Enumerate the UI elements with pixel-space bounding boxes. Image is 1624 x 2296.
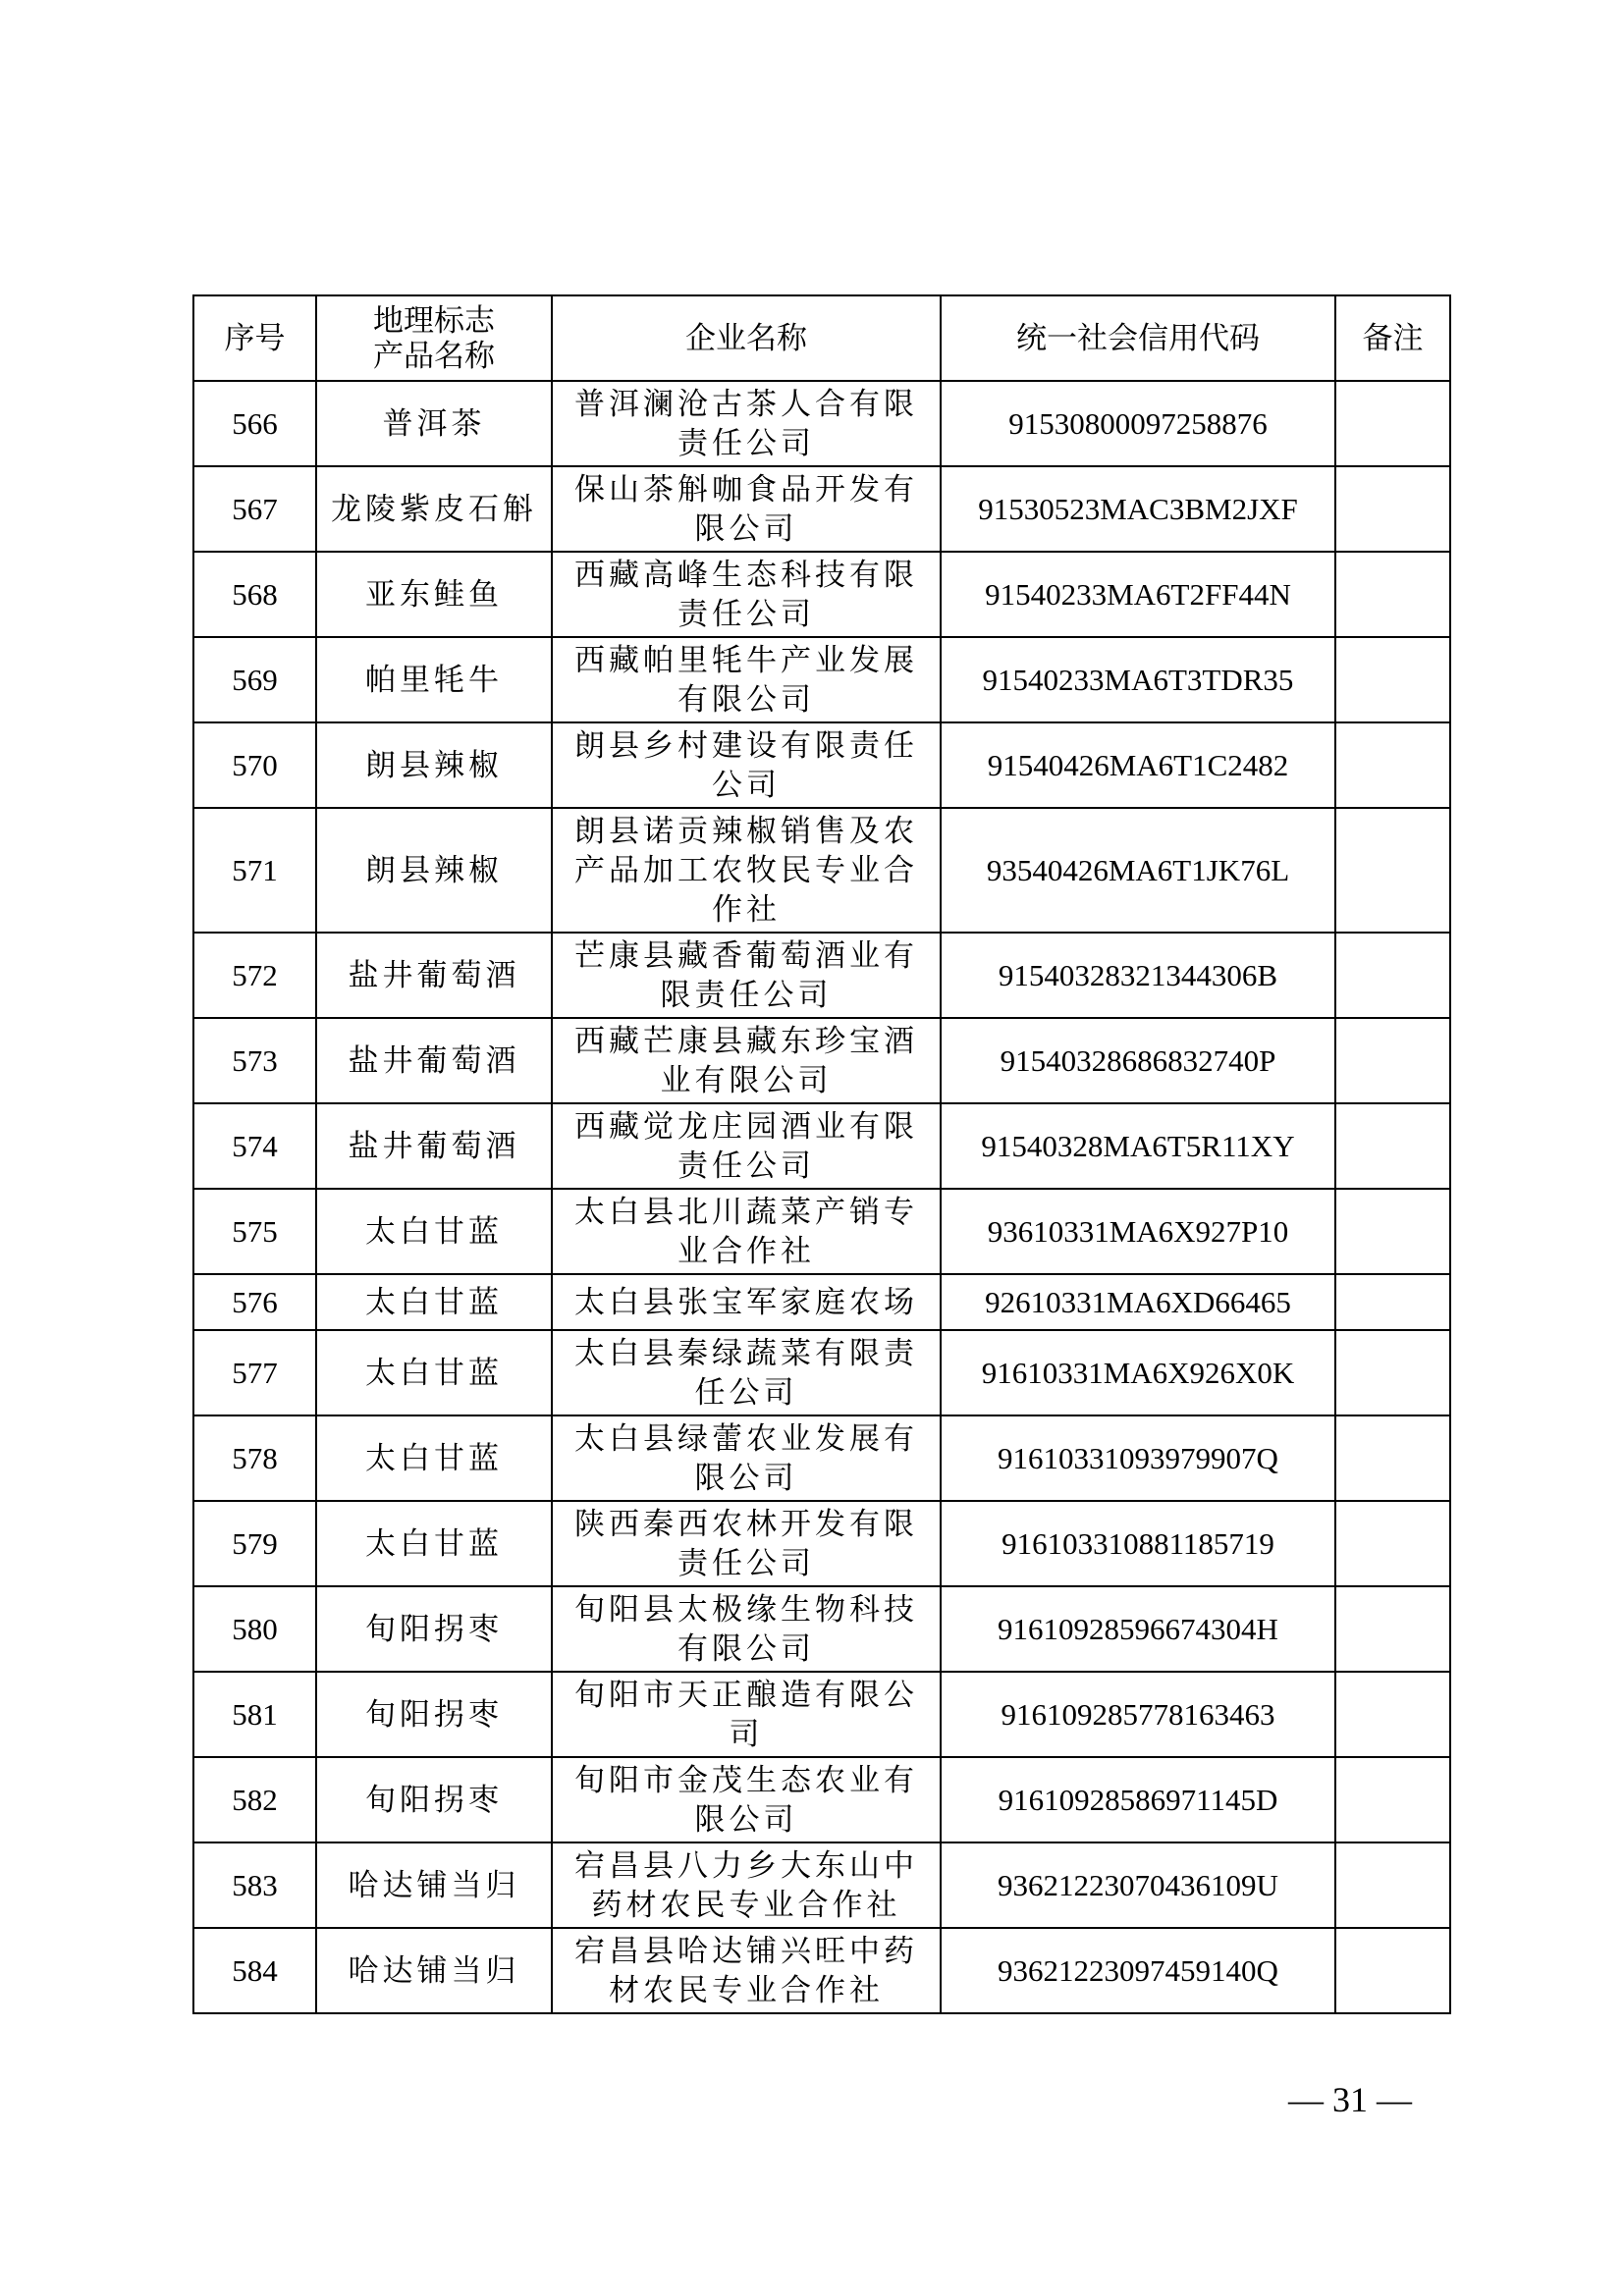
- cell-product: 盐井葡萄酒: [316, 933, 552, 1018]
- enterprise-registry-table: [192, 294, 1451, 2014]
- cell-credit-code: 91540328321344306B: [941, 933, 1335, 1018]
- cell-product: 盐井葡萄酒: [316, 1018, 552, 1103]
- cell-remark: [1335, 552, 1450, 637]
- cell-product: 亚东鲑鱼: [316, 552, 552, 637]
- cell-product: 太白甘蓝: [316, 1330, 552, 1415]
- cell-company: 旬阳市天正酿造有限公司: [552, 1672, 941, 1757]
- table-row: [193, 1586, 1450, 1672]
- cell-remark: [1335, 637, 1450, 722]
- cell-product: 太白甘蓝: [316, 1415, 552, 1501]
- table-row: [193, 1501, 1450, 1586]
- table-row: [193, 933, 1450, 1018]
- header-seq: 序号: [193, 295, 316, 381]
- cell-remark: [1335, 1103, 1450, 1189]
- cell-credit-code: 93621223070436109U: [941, 1842, 1335, 1928]
- cell-seq: 582: [193, 1757, 316, 1842]
- cell-remark: [1335, 722, 1450, 808]
- table-row: [193, 1103, 1450, 1189]
- cell-company: 太白县张宝军家庭农场: [552, 1274, 941, 1330]
- cell-remark: [1335, 381, 1450, 466]
- cell-company: 旬阳市金茂生态农业有限公司: [552, 1757, 941, 1842]
- cell-remark: [1335, 1018, 1450, 1103]
- table-row: [193, 1189, 1450, 1274]
- cell-seq: 579: [193, 1501, 316, 1586]
- cell-remark: [1335, 1928, 1450, 2013]
- cell-product: 帕里牦牛: [316, 637, 552, 722]
- cell-product: 普洱茶: [316, 381, 552, 466]
- cell-company: 宕昌县哈达铺兴旺中药材农民专业合作社: [552, 1928, 941, 2013]
- cell-seq: 577: [193, 1330, 316, 1415]
- cell-seq: 580: [193, 1586, 316, 1672]
- cell-remark: [1335, 1757, 1450, 1842]
- cell-seq: 568: [193, 552, 316, 637]
- header-company-name: 企业名称: [552, 295, 941, 381]
- table-row: [193, 1928, 1450, 2013]
- cell-credit-code: 91610928596674304H: [941, 1586, 1335, 1672]
- cell-seq: 578: [193, 1415, 316, 1501]
- table-row: [193, 1330, 1450, 1415]
- cell-remark: [1335, 1586, 1450, 1672]
- table-row: [193, 466, 1450, 552]
- cell-remark: [1335, 466, 1450, 552]
- cell-company: 朗县诺贡辣椒销售及农产品加工农牧民专业合作社: [552, 808, 941, 933]
- cell-seq: 570: [193, 722, 316, 808]
- cell-remark: [1335, 808, 1450, 933]
- cell-seq: 567: [193, 466, 316, 552]
- cell-seq: 573: [193, 1018, 316, 1103]
- cell-product: 盐井葡萄酒: [316, 1103, 552, 1189]
- cell-company: 朗县乡村建设有限责任公司: [552, 722, 941, 808]
- cell-remark: [1335, 1189, 1450, 1274]
- header-product-name: [316, 295, 552, 381]
- cell-company: 陕西秦西农林开发有限责任公司: [552, 1501, 941, 1586]
- cell-credit-code: 93540426MA6T1JK76L: [941, 808, 1335, 933]
- cell-credit-code: 93610331MA6X927P10: [941, 1189, 1335, 1274]
- cell-company: 西藏芒康县藏东珍宝酒业有限公司: [552, 1018, 941, 1103]
- cell-company: 芒康县藏香葡萄酒业有限责任公司: [552, 933, 941, 1018]
- cell-product: 哈达铺当归: [316, 1842, 552, 1928]
- table-row: [193, 1672, 1450, 1757]
- cell-credit-code: 91540233MA6T3TDR35: [941, 637, 1335, 722]
- cell-seq: 581: [193, 1672, 316, 1757]
- cell-seq: 569: [193, 637, 316, 722]
- cell-company: 旬阳县太极缘生物科技有限公司: [552, 1586, 941, 1672]
- table-row: [193, 1842, 1450, 1928]
- cell-product: 龙陵紫皮石斛: [316, 466, 552, 552]
- cell-remark: [1335, 1501, 1450, 1586]
- table-row: [193, 637, 1450, 722]
- cell-credit-code: 91610331093979907Q: [941, 1415, 1335, 1501]
- cell-company: 普洱澜沧古茶人合有限责任公司: [552, 381, 941, 466]
- cell-remark: [1335, 933, 1450, 1018]
- table-row: [193, 1274, 1450, 1330]
- cell-remark: [1335, 1672, 1450, 1757]
- cell-seq: 576: [193, 1274, 316, 1330]
- cell-remark: [1335, 1330, 1450, 1415]
- cell-seq: 583: [193, 1842, 316, 1928]
- cell-credit-code: 91540233MA6T2FF44N: [941, 552, 1335, 637]
- cell-remark: [1335, 1415, 1450, 1501]
- cell-company: 西藏高峰生态科技有限责任公司: [552, 552, 941, 637]
- cell-product: 太白甘蓝: [316, 1274, 552, 1330]
- cell-product: 朗县辣椒: [316, 808, 552, 933]
- cell-seq: 566: [193, 381, 316, 466]
- cell-product: 朗县辣椒: [316, 722, 552, 808]
- table-row: [193, 722, 1450, 808]
- cell-remark: [1335, 1842, 1450, 1928]
- cell-company: 太白县北川蔬菜产销专业合作社: [552, 1189, 941, 1274]
- cell-credit-code: 91530523MAC3BM2JXF: [941, 466, 1335, 552]
- cell-product: 太白甘蓝: [316, 1501, 552, 1586]
- cell-product: 旬阳拐枣: [316, 1672, 552, 1757]
- table-row: [193, 1415, 1450, 1501]
- header-product-line1: 地理标志: [373, 302, 495, 339]
- cell-product: 哈达铺当归: [316, 1928, 552, 2013]
- cell-product: 旬阳拐枣: [316, 1757, 552, 1842]
- cell-company: 太白县绿蕾农业发展有限公司: [552, 1415, 941, 1501]
- table-row: [193, 1757, 1450, 1842]
- cell-seq: 574: [193, 1103, 316, 1189]
- header-remark: 备注: [1335, 295, 1450, 381]
- table-row: [193, 808, 1450, 933]
- table-row: [193, 381, 1450, 466]
- page-number: — 31 —: [1288, 2080, 1412, 2119]
- cell-remark: [1335, 1274, 1450, 1330]
- header-product-line2: 产品名称: [373, 338, 495, 374]
- cell-credit-code: 91540328686832740P: [941, 1018, 1335, 1103]
- cell-credit-code: 916103310881185719: [941, 1501, 1335, 1586]
- table-header-row: [193, 295, 1450, 381]
- cell-credit-code: 93621223097459140Q: [941, 1928, 1335, 2013]
- cell-company: 西藏帕里牦牛产业发展有限公司: [552, 637, 941, 722]
- table-row: [193, 552, 1450, 637]
- cell-credit-code: 91540426MA6T1C2482: [941, 722, 1335, 808]
- cell-seq: 571: [193, 808, 316, 933]
- cell-credit-code: 91530800097258876: [941, 381, 1335, 466]
- cell-credit-code: 92610331MA6XD66465: [941, 1274, 1335, 1330]
- cell-seq: 572: [193, 933, 316, 1018]
- cell-seq: 584: [193, 1928, 316, 2013]
- cell-credit-code: 91610331MA6X926X0K: [941, 1330, 1335, 1415]
- cell-seq: 575: [193, 1189, 316, 1274]
- cell-credit-code: 91540328MA6T5R11XY: [941, 1103, 1335, 1189]
- cell-product: 太白甘蓝: [316, 1189, 552, 1274]
- header-credit-code: 统一社会信用代码: [941, 295, 1335, 381]
- cell-product: 旬阳拐枣: [316, 1586, 552, 1672]
- table-body: [193, 381, 1450, 2013]
- cell-credit-code: 916109285778163463: [941, 1672, 1335, 1757]
- cell-credit-code: 91610928586971145D: [941, 1757, 1335, 1842]
- cell-company: 太白县秦绿蔬菜有限责任公司: [552, 1330, 941, 1415]
- cell-company: 宕昌县八力乡大东山中药材农民专业合作社: [552, 1842, 941, 1928]
- cell-company: 保山茶斛咖食品开发有限公司: [552, 466, 941, 552]
- cell-company: 西藏觉龙庄园酒业有限责任公司: [552, 1103, 941, 1189]
- table-row: [193, 1018, 1450, 1103]
